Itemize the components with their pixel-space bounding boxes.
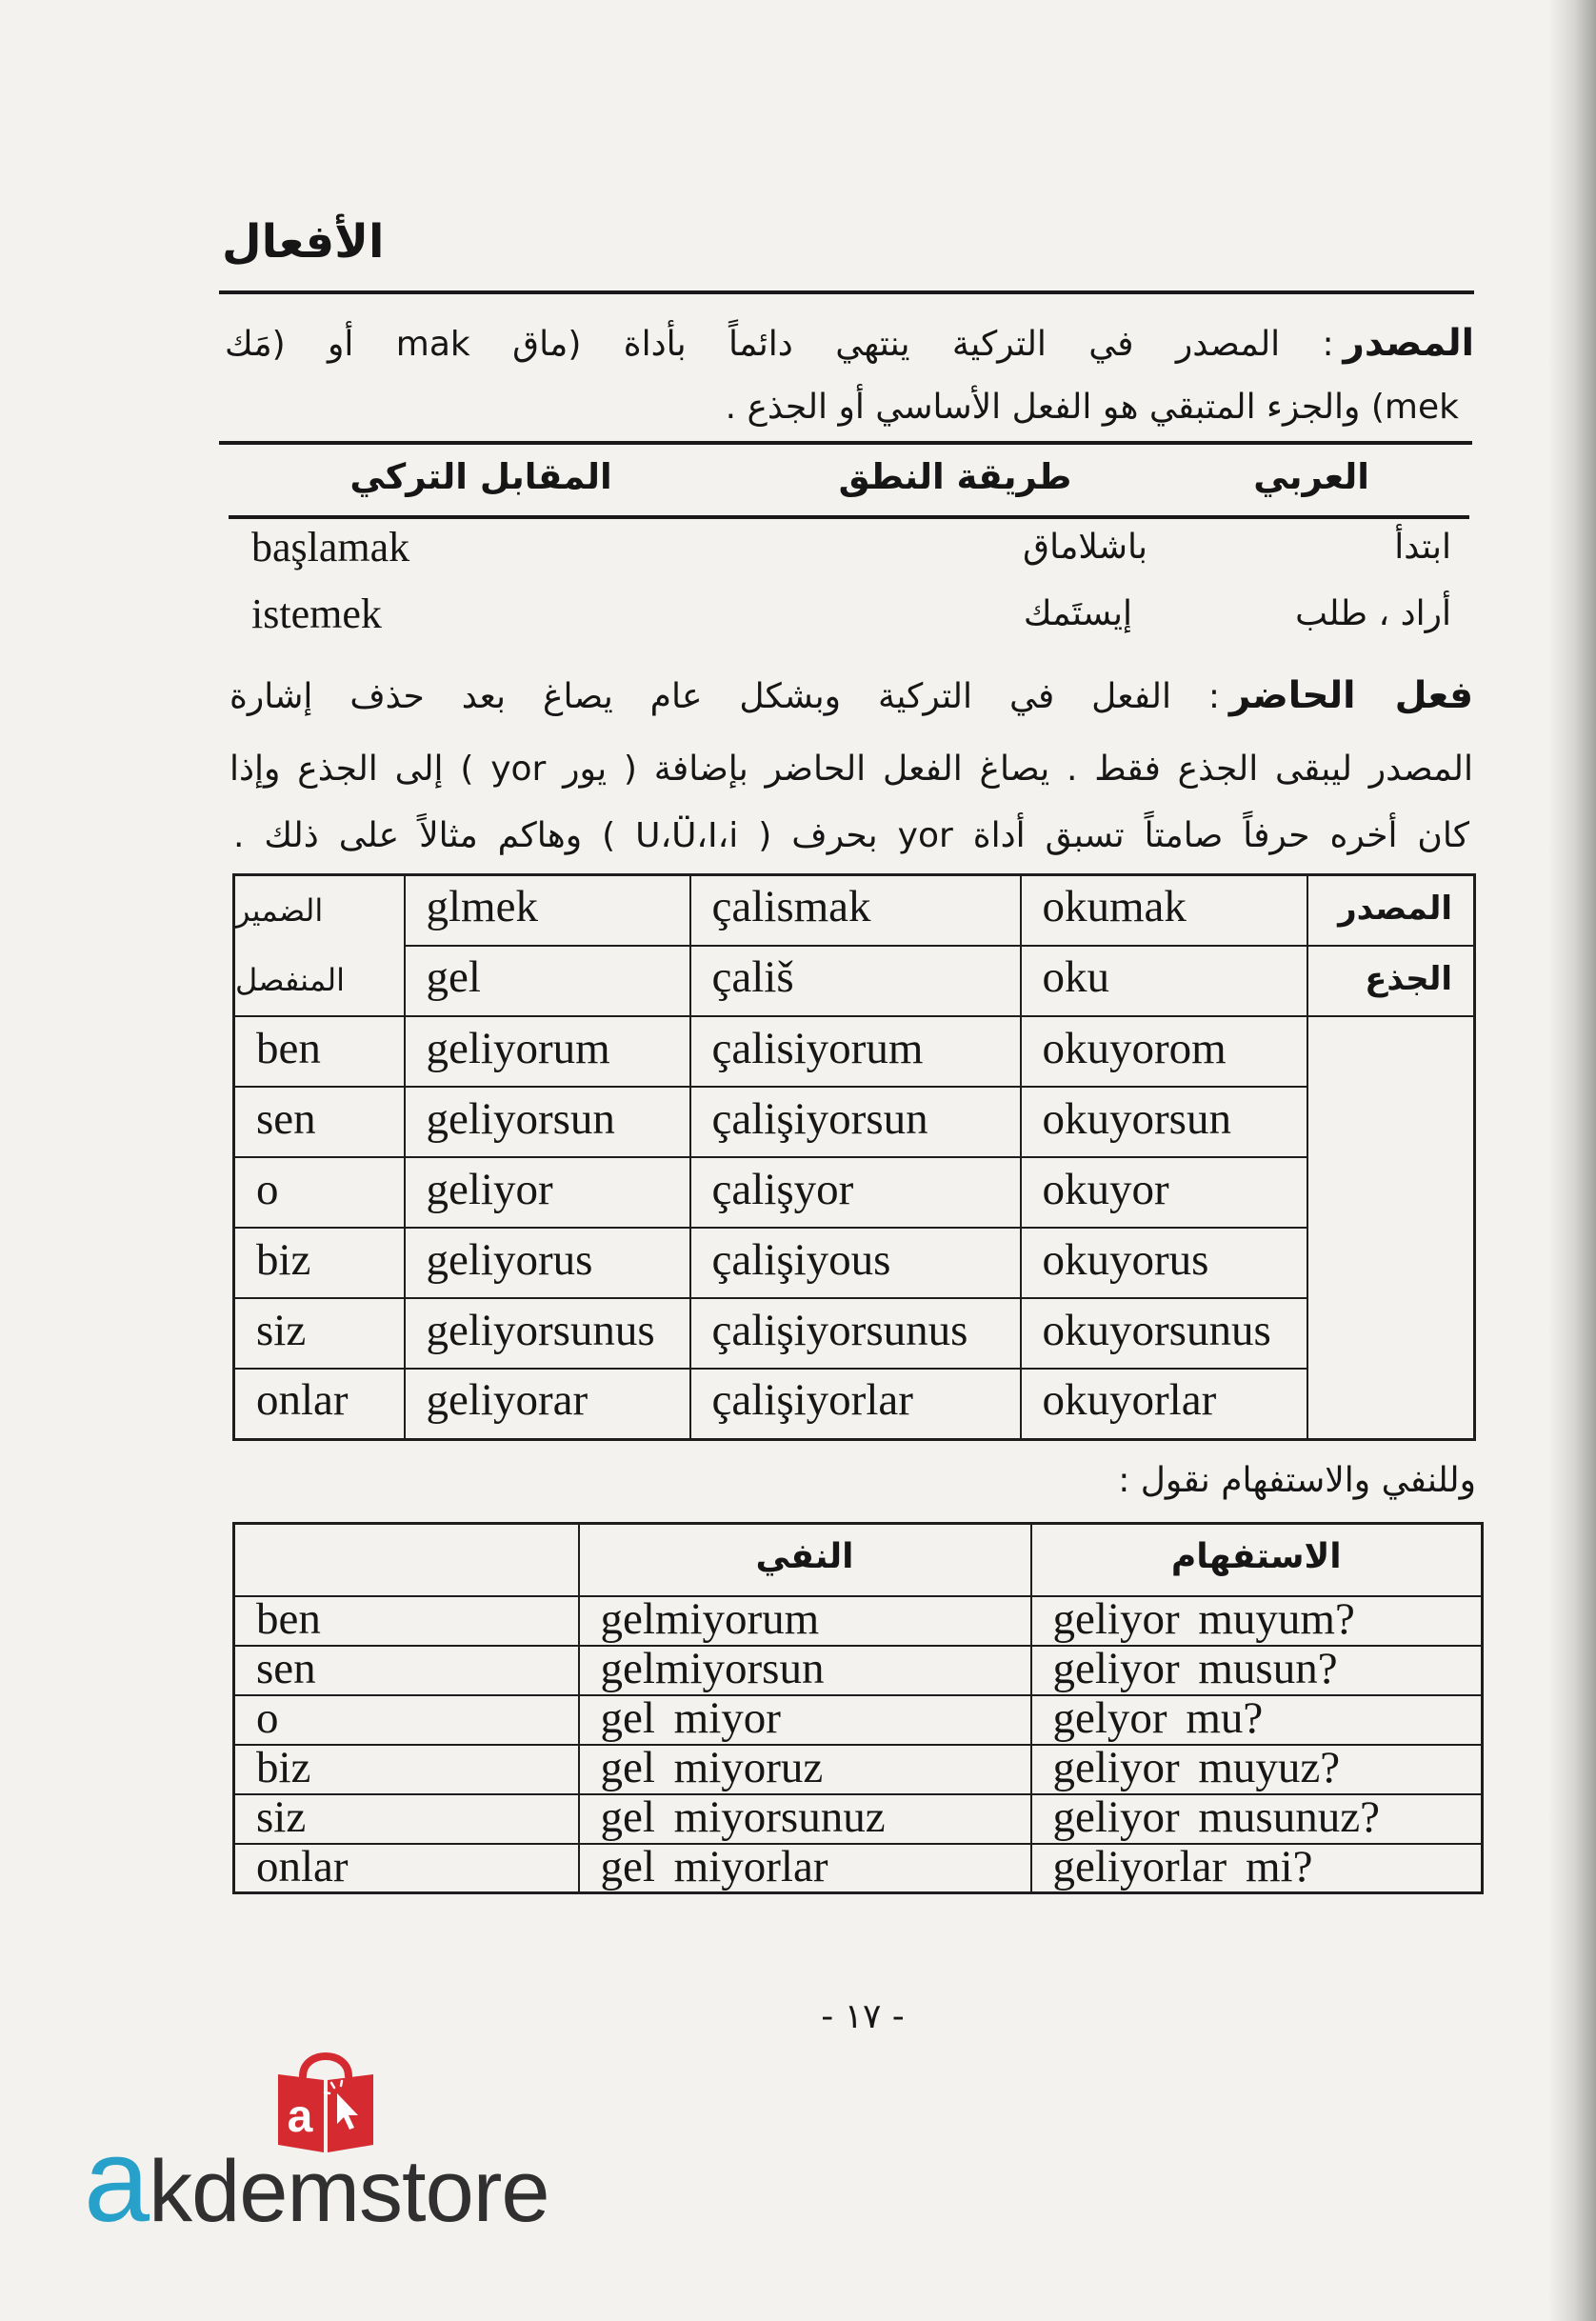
negative-cell: gel miyorsunuz [579, 1794, 1031, 1844]
table-row [234, 1695, 1483, 1745]
present-text-1: : الفعل في التركية وبشكل عام يصاغ بعد حذف إشارة [229, 677, 1221, 716]
table-row [234, 1087, 1475, 1157]
stem-cell: oku [1021, 946, 1307, 1016]
vocab-header-turkish: المقابل التركي [349, 456, 612, 497]
negative-header-cell: النفي [579, 1524, 1031, 1596]
title-divider [219, 290, 1474, 294]
negative-cell: gelmiyorum [579, 1596, 1031, 1646]
table-row [234, 1228, 1475, 1298]
conjugation-cell: okuyorsun [1021, 1087, 1307, 1157]
pronoun-header-cell [234, 875, 405, 1017]
pronoun-cell: biz [234, 1228, 405, 1298]
table-row [234, 1157, 1475, 1228]
pronoun-cell: o [234, 1695, 579, 1745]
masdar-paragraph-line-1 [225, 320, 1474, 368]
empty-header-cell [234, 1524, 579, 1596]
conjugation-cell: çalişiyous [690, 1228, 1021, 1298]
page-number: - ١٧ - [821, 1997, 905, 2036]
stem-cell: çališ [690, 946, 1021, 1016]
vocab-header-pronunciation: طريقة النطق [838, 456, 1072, 497]
negative-cell: gel miyor [579, 1695, 1031, 1745]
page-edge-shadow [1548, 0, 1596, 2321]
conjugation-cell: okuyorsunus [1021, 1298, 1307, 1369]
question-header-cell: الاستفهام [1031, 1524, 1483, 1596]
question-cell: geliyor muyum? [1031, 1596, 1483, 1646]
infinitive-cell: çalismak [690, 875, 1021, 946]
question-cell: geliyor musun? [1031, 1646, 1483, 1695]
pronoun-cell: ben [234, 1016, 405, 1087]
pronoun-cell: sen [234, 1646, 579, 1695]
infinitive-label-cell: المصدر [1307, 875, 1475, 946]
present-paragraph-line-1 [229, 672, 1473, 720]
pronoun-cell: sen [234, 1087, 405, 1157]
conjugation-cell: çalişiyorsun [690, 1087, 1021, 1157]
vocab-arabic-1: ابتدأ [1394, 528, 1451, 567]
vocab-turkish-1: başlamak [251, 524, 410, 570]
negative-cell: gel miyorlar [579, 1844, 1031, 1893]
conjugation-cell: geliyor [405, 1157, 690, 1228]
conjugation-cell: geliyorsunus [405, 1298, 690, 1369]
vocab-pronunciation-2: إيستَمك [1023, 594, 1132, 633]
question-cell: geliyor muyuz? [1031, 1745, 1483, 1794]
conjugation-table [232, 873, 1476, 1441]
vocab-pronunciation-1: باشلاماق [1023, 528, 1147, 567]
pronoun-cell: siz [234, 1794, 579, 1844]
pronoun-cell: o [234, 1157, 405, 1228]
present-paragraph-line-2: المصدر ليبقى الجذع فقط . يصاغ الفعل الحاضر بإضافة ( يور yor ) إلى الجذع وإذا [229, 750, 1473, 789]
question-cell: geliyor musunuz? [1031, 1794, 1483, 1844]
pronoun-cell: siz [234, 1298, 405, 1369]
conjugation-cell: geliyorus [405, 1228, 690, 1298]
pronoun-cell: ben [234, 1596, 579, 1646]
negative-cell: gel miyoruz [579, 1745, 1031, 1794]
infinitive-cell: glmek [405, 875, 690, 946]
pronoun-cell: biz [234, 1745, 579, 1794]
vocab-arabic-2: أراد ، طلب [1295, 594, 1451, 633]
conjugation-cell: okuyor [1021, 1157, 1307, 1228]
negative-cell: gelmiyorsun [579, 1646, 1031, 1695]
table-row [234, 1596, 1483, 1646]
table-row [234, 1646, 1483, 1695]
table-row [234, 1298, 1475, 1369]
conjugation-cell: çalişiyorsunus [690, 1298, 1021, 1369]
pronoun-header-line-2: المنفصل [235, 961, 345, 998]
conjugation-cell: çalişyor [690, 1157, 1021, 1228]
conjugation-cell: çalişiyorlar [690, 1369, 1021, 1439]
stem-cell: gel [405, 946, 690, 1016]
vocab-top-divider [219, 441, 1472, 445]
table-row [234, 1016, 1475, 1087]
present-term: فعل الحاضر [1228, 674, 1473, 717]
negation-question-table [232, 1522, 1484, 1894]
masdar-term: المصدر [1343, 322, 1474, 365]
conjugation-cell: çalisiyorum [690, 1016, 1021, 1087]
table-row-infinitive [234, 875, 1475, 946]
empty-label-cell [1307, 1016, 1475, 1439]
logo-mark-letter: a [287, 2091, 313, 2142]
conjugation-cell: okuyorlar [1021, 1369, 1307, 1439]
table-row [234, 1745, 1483, 1794]
vocab-header-arabic: العربي [1253, 456, 1369, 497]
conjugation-cell: geliyorar [405, 1369, 690, 1439]
vocab-turkish-2: istemek [251, 590, 382, 637]
conjugation-cell: geliyorsun [405, 1087, 690, 1157]
page-title: الأفعال [222, 215, 385, 269]
question-cell: gelyor mu? [1031, 1695, 1483, 1745]
present-paragraph-line-3: كان أخره حرفاً صامتاً تسبق أداة yor بحرف ( U،Ü،I،i ) وهاكم مثالاً على ذلك . [233, 816, 1469, 855]
table-header-row [234, 1524, 1483, 1596]
table-row-stem [234, 946, 1475, 1016]
negation-intro: وللنفي والاستفهام نقول : [1118, 1461, 1476, 1500]
store-wordmark: akdemstore [84, 2115, 549, 2247]
stem-label-cell: الجذع [1307, 946, 1475, 1016]
conjugation-cell: geliyorum [405, 1016, 690, 1087]
conjugation-cell: okuyorom [1021, 1016, 1307, 1087]
table-row [234, 1844, 1483, 1893]
infinitive-cell: okumak [1021, 875, 1307, 946]
masdar-text-1: : المصدر في التركية ينتهي دائماً بأداة (ماق mak أو (مَك [225, 325, 1334, 364]
table-row [234, 1794, 1483, 1844]
question-cell: geliyorlar mi? [1031, 1844, 1483, 1893]
masdar-paragraph-line-2: mek) والجزء المتبقي هو الفعل الأساسي أو الجذع . [725, 388, 1459, 427]
vocab-header-divider [229, 515, 1469, 519]
conjugation-cell: okuyorus [1021, 1228, 1307, 1298]
pronoun-cell: onlar [234, 1369, 405, 1439]
pronoun-header-line-1: الضمير [235, 891, 324, 929]
table-row [234, 1369, 1475, 1439]
pronoun-cell: onlar [234, 1844, 579, 1893]
